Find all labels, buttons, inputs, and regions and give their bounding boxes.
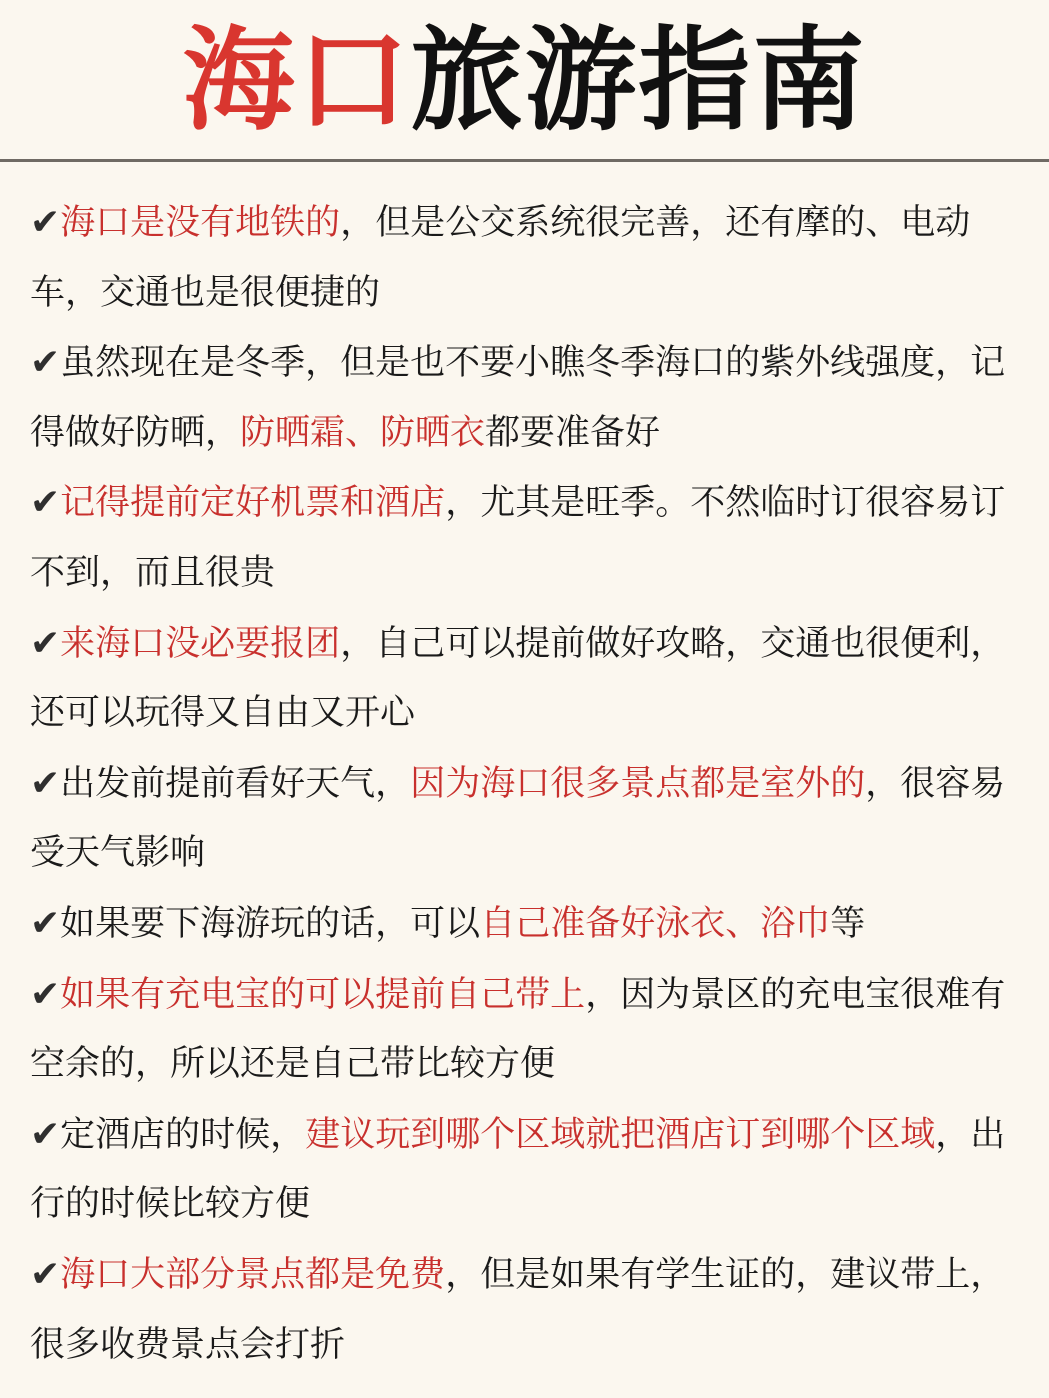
tip-highlight: 如果有充电宝的可以提前自己带上 (60, 974, 586, 1015)
tip-text: 都要准备好 (485, 412, 661, 453)
checkmark-icon: ✔ (30, 762, 61, 804)
tip-item (30, 328, 1040, 468)
tip-text: ，但是如果有学生证的，建议带上，很多收费景点会打折 (30, 1254, 1006, 1365)
tips-list (30, 188, 1040, 1380)
tip-item (30, 749, 1040, 889)
checkmark-icon: ✔ (30, 202, 61, 243)
tip-text: ，自己可以提前做好攻略，交通也很便利，还可以玩得又自由又开心 (30, 623, 1006, 734)
checkmark-icon: ✔ (30, 622, 61, 664)
tip-item (30, 468, 1040, 608)
tip-text: ，出行的时候比较方便 (30, 1114, 1006, 1225)
tip-text: ，尤其是旺季。不然临时订很容易订不到，而且很贵 (30, 483, 1006, 593)
checkmark-icon: ✔ (30, 482, 61, 524)
checkmark-icon: ✔ (30, 1253, 61, 1295)
tip-highlight: 自己准备好泳衣、浴巾 (480, 903, 831, 944)
tip-text: 虽然现在是冬季，但是也不要小瞧冬季海口的紫外线强度，记得做好防晒， (30, 343, 1006, 453)
tip-highlight: 来海口没必要报团 (60, 623, 341, 664)
tip-text: 如果要下海游玩的话，可以 (60, 903, 481, 944)
tip-text: 定酒店的时候， (60, 1114, 306, 1155)
tip-highlight: 防晒霜、防晒衣 (240, 412, 486, 453)
title-divider (0, 159, 1049, 162)
tip-text: 出发前提前看好天气， (60, 763, 411, 804)
tip-highlight: 海口大部分景点都是免费 (60, 1254, 446, 1295)
tip-item (30, 889, 1040, 960)
checkmark-icon: ✔ (30, 902, 61, 944)
tip-highlight: 建议玩到哪个区域就把酒店订到哪个区域 (305, 1114, 936, 1155)
page-title (183, 18, 867, 144)
tip-item (30, 1240, 1040, 1380)
tip-item (30, 188, 1040, 328)
title-highlight: 海口 (182, 16, 411, 146)
checkmark-icon: ✔ (30, 973, 61, 1015)
tip-highlight: 因为海口很多景点都是室外的 (410, 763, 866, 804)
checkmark-icon: ✔ (30, 1113, 61, 1155)
tip-text: ，因为景区的充电宝很难有空余的，所以还是自己带比较方便 (30, 974, 1006, 1085)
tip-text: 等 (830, 903, 866, 944)
tip-item (30, 609, 1040, 749)
tip-text: ，但是公交系统很完善，还有摩的、电动车，交通也是很便捷的 (30, 203, 971, 313)
tip-highlight: 记得提前定好机票和酒店 (60, 483, 446, 524)
tip-highlight: 海口是没有地铁的 (60, 203, 341, 243)
checkmark-icon: ✔ (30, 342, 61, 384)
tip-text: ，很容易受天气影响 (30, 763, 1006, 874)
title-area (0, 18, 1049, 144)
tip-item (30, 960, 1040, 1100)
tip-item (30, 1100, 1040, 1240)
title-rest: 旅游指南 (410, 16, 867, 146)
